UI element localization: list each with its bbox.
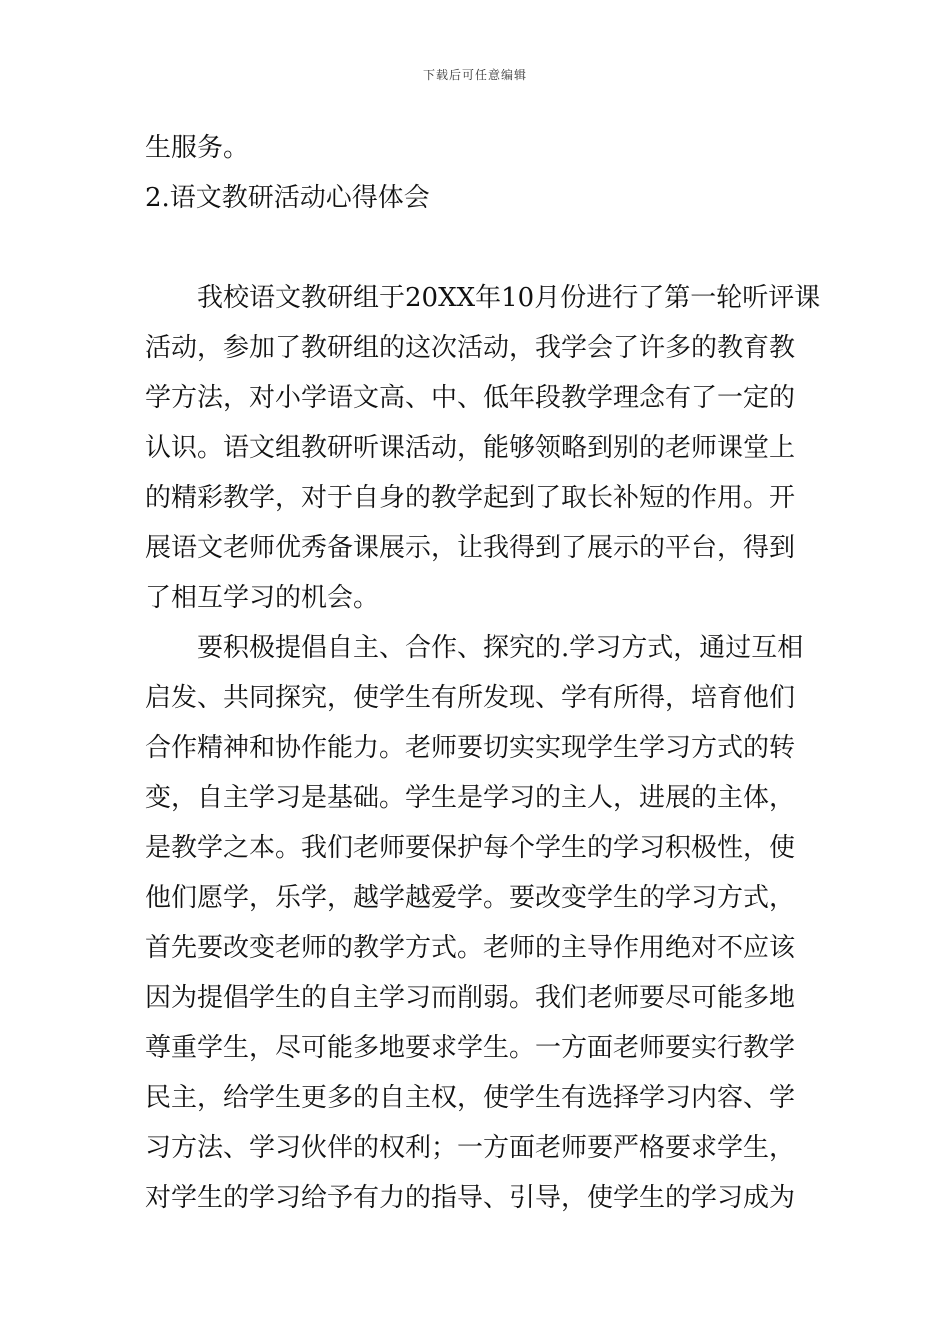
paragraph-line: 的精彩教学，对于自身的教学起到了取长补短的作用。开	[145, 483, 796, 513]
intro-line: 生服务。	[145, 133, 250, 163]
paragraph-line: 习方法、学习伙伴的权利；一方面老师要严格要求学生，	[145, 1133, 796, 1163]
paragraph-line: 尊重学生，尽可能多地要求学生。一方面老师要实行教学	[145, 1033, 796, 1063]
paragraph-2	[145, 623, 810, 1223]
paragraph-line: 首先要改变老师的教学方式。老师的主导作用绝对不应该	[145, 933, 796, 963]
paragraph-line: 认识。语文组教研听课活动，能够领略到别的老师课堂上	[145, 433, 796, 463]
header-note: 下载后可任意编辑	[422, 68, 527, 82]
paragraph-line: 对学生的学习给予有力的指导、引导，使学生的学习成为	[145, 1183, 796, 1213]
paragraph-line: 他们愿学，乐学，越学越爱学。要改变学生的学习方式，	[145, 883, 796, 913]
paragraph-line: 了相互学习的机会。	[145, 583, 380, 613]
paragraph-line: 我校语文教研组于20XX年10月份进行了第一轮听评课	[197, 283, 821, 313]
blank-line	[145, 223, 810, 273]
paragraph-line: 启发、共同探究，使学生有所发现、学有所得，培育他们	[145, 683, 796, 713]
paragraph-line: 因为提倡学生的自主学习而削弱。我们老师要尽可能多地	[145, 983, 796, 1013]
paragraph-line: 合作精神和协作能力。老师要切实实现学生学习方式的转	[145, 733, 796, 763]
paragraph-line: 是教学之本。我们老师要保护每个学生的学习积极性，使	[145, 833, 796, 863]
paragraph-line: 变，自主学习是基础。学生是学习的主人，进展的主体，	[145, 783, 796, 813]
paragraph-line: 展语文老师优秀备课展示，让我得到了展示的平台，得到	[145, 533, 796, 563]
paragraph-line: 要积极提倡自主、合作、探究的.学习方式，通过互相	[197, 633, 804, 663]
document-body	[145, 123, 821, 1223]
paragraph-line: 学方法，对小学语文高、中、低年段教学理念有了一定的	[145, 383, 796, 413]
paragraph-line: 活动，参加了教研组的这次活动，我学会了许多的教育教	[145, 333, 796, 363]
section-title: 2.语文教研活动心得体会	[145, 183, 430, 213]
paragraph-line: 民主，给学生更多的自主权，使学生有选择学习内容、学	[145, 1083, 796, 1113]
paragraph-1	[145, 273, 821, 623]
